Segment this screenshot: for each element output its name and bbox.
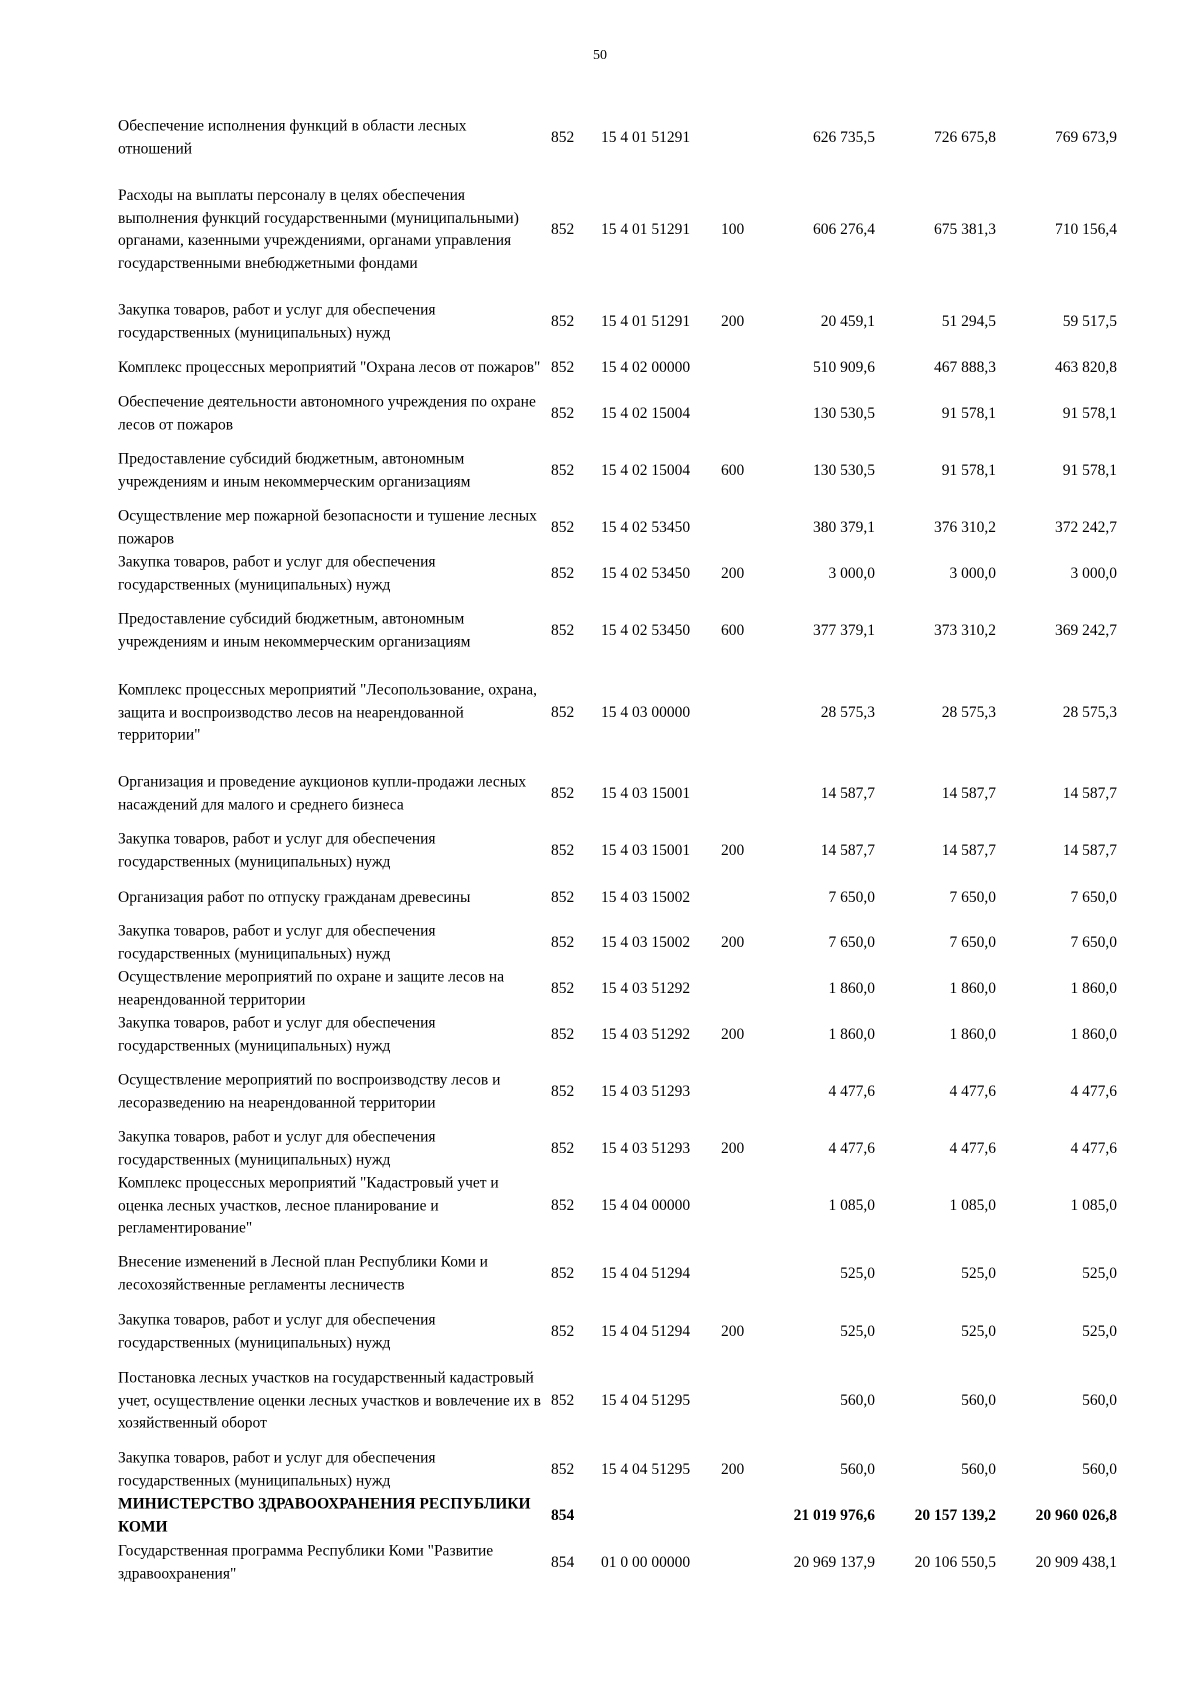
row-target-article: 01 0 00 00000 [601, 1553, 691, 1571]
row-amount-year1: 380 379,1 [813, 518, 875, 536]
row-name: Закупка товаров, работ и услуг для обеспечения государственных (муниципальных) нужд [118, 1449, 436, 1489]
row-amount-year1: 4 477,6 [828, 1082, 875, 1100]
row-amount-year3: 20 909 438,1 [1035, 1553, 1117, 1571]
row-grbs-code: 852 [551, 220, 575, 238]
row-expense-type: 200 [721, 841, 745, 859]
row-amount-year2: 51 294,5 [941, 312, 996, 330]
row-target-article: 15 4 03 51293 [601, 1139, 691, 1157]
row-target-article: 15 4 04 51295 [601, 1391, 691, 1409]
row-target-article: 15 4 03 51292 [601, 1025, 691, 1043]
row-amount-year1: 1 860,0 [828, 979, 875, 997]
row-grbs-code: 852 [551, 841, 575, 859]
row-name: Внесение изменений в Лесной план Республики Коми и лесохозяйственные регламенты лесничеств [118, 1253, 488, 1293]
row-amount-year2: 726 675,8 [934, 128, 996, 146]
row-amount-year2: 373 310,2 [934, 621, 996, 639]
row-grbs-code: 852 [551, 621, 575, 639]
row-amount-year2: 3 000,0 [949, 564, 996, 582]
row-amount-year1: 525,0 [840, 1264, 875, 1282]
row-expense-type: 200 [721, 312, 745, 330]
row-target-article: 15 4 03 15002 [601, 933, 691, 951]
row-target-article: 15 4 01 51291 [601, 220, 691, 238]
row-amount-year2: 467 888,3 [934, 358, 996, 376]
row-name: Закупка товаров, работ и услуг для обеспечения государственных (муниципальных) нужд [118, 553, 436, 593]
row-amount-year1: 606 276,4 [813, 220, 875, 238]
row-amount-year2: 7 650,0 [949, 933, 996, 951]
row-amount-year1: 1 860,0 [828, 1025, 875, 1043]
row-amount-year3: 4 477,6 [1070, 1082, 1117, 1100]
row-name: Обеспечение деятельности автономного учреждения по охране лесов от пожаров [118, 393, 536, 433]
row-amount-year3: 20 960 026,8 [1035, 1506, 1117, 1524]
row-amount-year3: 369 242,7 [1055, 621, 1117, 639]
row-amount-year3: 710 156,4 [1055, 220, 1117, 238]
row-grbs-code: 852 [551, 404, 575, 422]
row-name: Обеспечение исполнения функций в области лесных отношений [118, 117, 467, 157]
row-expense-type: 200 [721, 1025, 745, 1043]
row-amount-year3: 560,0 [1082, 1391, 1117, 1409]
row-name: Комплекс процессных мероприятий "Охрана лесов от пожаров" [118, 358, 541, 376]
row-grbs-code: 852 [551, 1025, 575, 1043]
row-target-article: 15 4 03 15001 [601, 784, 691, 802]
row-amount-year2: 4 477,6 [949, 1082, 996, 1100]
row-amount-year2: 675 381,3 [934, 220, 996, 238]
row-amount-year3: 91 578,1 [1062, 404, 1117, 422]
row-amount-year2: 1 860,0 [949, 1025, 996, 1043]
row-target-article: 15 4 01 51291 [601, 312, 691, 330]
row-amount-year1: 21 019 976,6 [793, 1506, 875, 1524]
row-amount-year3: 560,0 [1082, 1460, 1117, 1478]
row-grbs-code: 852 [551, 128, 575, 146]
row-grbs-code: 852 [551, 312, 575, 330]
row-name: Закупка товаров, работ и услуг для обеспечения государственных (муниципальных) нужд [118, 1128, 436, 1168]
row-amount-year3: 3 000,0 [1070, 564, 1117, 582]
row-expense-type: 200 [721, 933, 745, 951]
row-amount-year3: 7 650,0 [1070, 933, 1117, 951]
row-grbs-code: 852 [551, 784, 575, 802]
row-target-article: 15 4 02 15004 [601, 461, 691, 479]
row-amount-year1: 560,0 [840, 1391, 875, 1409]
row-grbs-code: 852 [551, 933, 575, 951]
row-target-article: 15 4 03 51292 [601, 979, 691, 997]
row-amount-year3: 4 477,6 [1070, 1139, 1117, 1157]
row-name: Осуществление мероприятий по охране и защите лесов на неарендованной территории [118, 968, 505, 1008]
row-expense-type: 100 [721, 220, 745, 238]
row-expense-type: 600 [721, 621, 745, 639]
row-amount-year3: 14 587,7 [1062, 841, 1117, 859]
row-expense-type: 600 [721, 461, 745, 479]
row-name: Закупка товаров, работ и услуг для обеспечения государственных (муниципальных) нужд [118, 1311, 436, 1351]
row-amount-year2: 20 106 550,5 [914, 1553, 996, 1571]
row-amount-year2: 14 587,7 [941, 784, 996, 802]
row-grbs-code: 852 [551, 703, 575, 721]
row-expense-type: 200 [721, 1322, 745, 1340]
row-grbs-code: 852 [551, 1322, 575, 1340]
row-name: Предоставление субсидий бюджетным, автономным учреждениям и иным некоммерческим организациям [118, 450, 471, 490]
row-amount-year2: 14 587,7 [941, 841, 996, 859]
row-amount-year2: 1 085,0 [949, 1196, 996, 1214]
row-name: Постановка лесных участков на государственный кадастровый учет, осуществление оценки лесных участков и вовлечение их в хозяйственный оборот [118, 1369, 541, 1432]
row-expense-type: 200 [721, 1460, 745, 1478]
row-amount-year1: 14 587,7 [820, 784, 875, 802]
row-amount-year3: 7 650,0 [1070, 888, 1117, 906]
row-amount-year1: 525,0 [840, 1322, 875, 1340]
row-amount-year2: 7 650,0 [949, 888, 996, 906]
row-amount-year2: 91 578,1 [941, 404, 996, 422]
row-target-article: 15 4 04 51294 [601, 1322, 691, 1340]
page-number: 50 [593, 48, 607, 63]
row-grbs-code: 854 [551, 1553, 575, 1571]
row-amount-year1: 7 650,0 [828, 888, 875, 906]
row-target-article: 15 4 03 51293 [601, 1082, 691, 1100]
row-amount-year2: 525,0 [961, 1264, 996, 1282]
row-grbs-code: 852 [551, 888, 575, 906]
row-grbs-code: 854 [551, 1506, 575, 1524]
row-amount-year2: 91 578,1 [941, 461, 996, 479]
row-amount-year1: 20 969 137,9 [793, 1553, 875, 1571]
row-target-article: 15 4 04 00000 [601, 1196, 691, 1214]
row-grbs-code: 852 [551, 1082, 575, 1100]
row-amount-year3: 1 860,0 [1070, 1025, 1117, 1043]
row-grbs-code: 852 [551, 979, 575, 997]
row-amount-year3: 59 517,5 [1062, 312, 1117, 330]
row-amount-year2: 376 310,2 [934, 518, 996, 536]
row-amount-year2: 4 477,6 [949, 1139, 996, 1157]
row-amount-year2: 525,0 [961, 1322, 996, 1340]
row-name: Комплекс процессных мероприятий "Лесопользование, охрана, защита и воспроизводство лесов на неарендованной территории" [118, 681, 538, 744]
row-target-article: 15 4 03 15001 [601, 841, 691, 859]
row-grbs-code: 852 [551, 564, 575, 582]
row-amount-year1: 14 587,7 [820, 841, 875, 859]
row-grbs-code: 852 [551, 1196, 575, 1214]
row-grbs-code: 852 [551, 1391, 575, 1409]
row-amount-year3: 769 673,9 [1055, 128, 1117, 146]
row-amount-year3: 91 578,1 [1062, 461, 1117, 479]
row-target-article: 15 4 02 15004 [601, 404, 691, 422]
row-amount-year2: 560,0 [961, 1460, 996, 1478]
row-name: МИНИСТЕРСТВО ЗДРАВООХРАНЕНИЯ РЕСПУБЛИКИ КОМИ [118, 1495, 531, 1535]
row-amount-year1: 7 650,0 [828, 933, 875, 951]
row-target-article: 15 4 02 53450 [601, 564, 691, 582]
row-grbs-code: 852 [551, 1460, 575, 1478]
row-grbs-code: 852 [551, 1264, 575, 1282]
row-name: Расходы на выплаты персоналу в целях обеспечения выполнения функций государственными (муниципальными) органами, казенными учреждениями, органами управления государственными внебюджетными фондами [118, 187, 519, 272]
row-amount-year3: 1 085,0 [1070, 1196, 1117, 1214]
row-target-article: 15 4 04 51295 [601, 1460, 691, 1478]
row-name: Закупка товаров, работ и услуг для обеспечения государственных (муниципальных) нужд [118, 1014, 436, 1054]
row-target-article: 15 4 04 51294 [601, 1264, 691, 1282]
row-target-article: 15 4 02 00000 [601, 358, 691, 376]
row-amount-year1: 510 909,6 [813, 358, 875, 376]
row-amount-year1: 377 379,1 [813, 621, 875, 639]
row-amount-year1: 1 085,0 [828, 1196, 875, 1214]
row-name: Осуществление мероприятий по воспроизводству лесов и лесоразведению на неарендованной территории [118, 1071, 501, 1111]
row-name: Закупка товаров, работ и услуг для обеспечения государственных (муниципальных) нужд [118, 830, 436, 870]
row-amount-year1: 560,0 [840, 1460, 875, 1478]
row-name: Организация и проведение аукционов купли-продажи лесных насаждений для малого и среднего бизнеса [118, 773, 527, 813]
row-amount-year3: 1 860,0 [1070, 979, 1117, 997]
row-amount-year1: 130 530,5 [813, 404, 875, 422]
row-target-article: 15 4 01 51291 [601, 128, 691, 146]
row-grbs-code: 852 [551, 461, 575, 479]
row-amount-year1: 4 477,6 [828, 1139, 875, 1157]
row-amount-year3: 14 587,7 [1062, 784, 1117, 802]
row-amount-year3: 525,0 [1082, 1264, 1117, 1282]
row-target-article: 15 4 02 53450 [601, 518, 691, 536]
row-amount-year1: 3 000,0 [828, 564, 875, 582]
row-amount-year2: 1 860,0 [949, 979, 996, 997]
row-grbs-code: 852 [551, 1139, 575, 1157]
row-name: Государственная программа Республики Коми "Развитие здравоохранения" [118, 1542, 494, 1582]
row-amount-year2: 28 575,3 [941, 703, 996, 721]
row-expense-type: 200 [721, 564, 745, 582]
row-amount-year3: 463 820,8 [1055, 358, 1117, 376]
row-name: Организация работ по отпуску гражданам древесины [118, 888, 471, 906]
row-name: Осуществление мер пожарной безопасности и тушение лесных пожаров [118, 507, 537, 547]
row-target-article: 15 4 02 53450 [601, 621, 691, 639]
row-amount-year2: 560,0 [961, 1391, 996, 1409]
row-amount-year2: 20 157 139,2 [914, 1506, 996, 1524]
row-amount-year1: 28 575,3 [820, 703, 875, 721]
row-amount-year1: 626 735,5 [813, 128, 875, 146]
row-name: Закупка товаров, работ и услуг для обеспечения государственных (муниципальных) нужд [118, 922, 436, 962]
row-amount-year3: 372 242,7 [1055, 518, 1117, 536]
row-amount-year1: 130 530,5 [813, 461, 875, 479]
row-grbs-code: 852 [551, 358, 575, 376]
row-amount-year1: 20 459,1 [820, 312, 875, 330]
row-amount-year3: 28 575,3 [1062, 703, 1117, 721]
row-name: Комплекс процессных мероприятий "Кадастровый учет и оценка лесных участков, лесное планирование и регламентирование" [118, 1174, 499, 1237]
row-grbs-code: 852 [551, 518, 575, 536]
row-name: Предоставление субсидий бюджетным, автономным учреждениям и иным некоммерческим организациям [118, 610, 471, 650]
row-target-article: 15 4 03 15002 [601, 888, 691, 906]
row-amount-year3: 525,0 [1082, 1322, 1117, 1340]
row-name: Закупка товаров, работ и услуг для обеспечения государственных (муниципальных) нужд [118, 301, 436, 341]
row-expense-type: 200 [721, 1139, 745, 1157]
row-target-article: 15 4 03 00000 [601, 703, 691, 721]
